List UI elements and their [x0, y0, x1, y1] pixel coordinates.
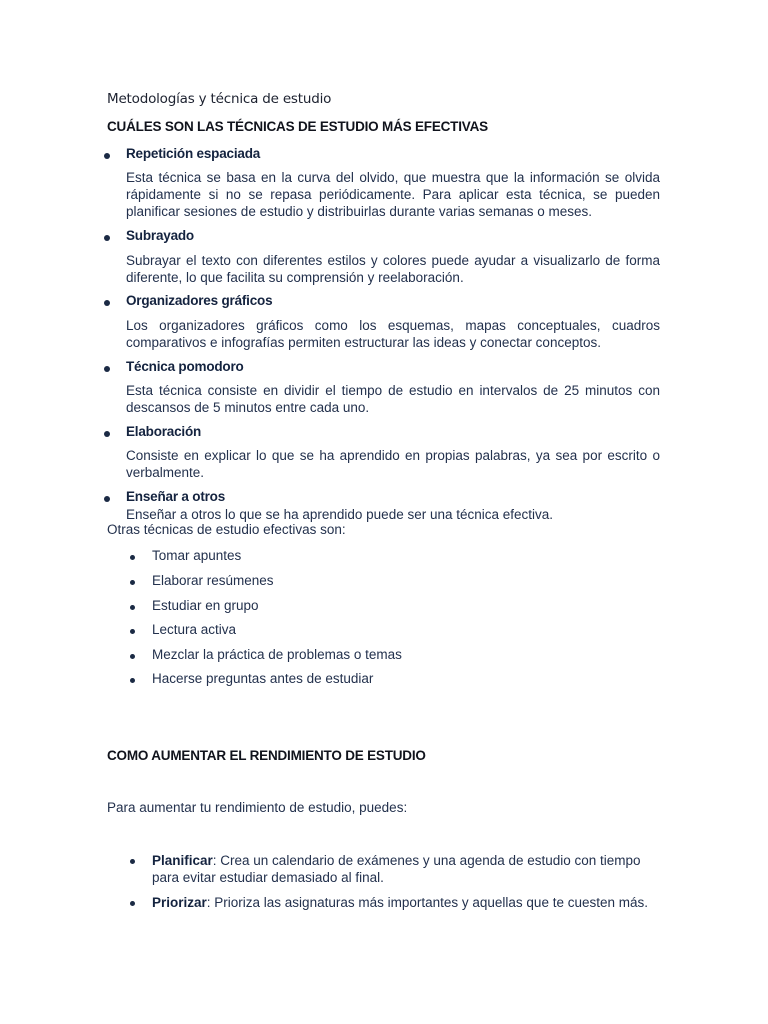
list-item: Elaborar resúmenes — [152, 573, 274, 588]
technique-title: Enseñar a otros — [126, 489, 226, 504]
performance-intro: Para aumentar tu rendimiento de estudio, puedes: — [107, 800, 408, 815]
bullet-icon — [130, 605, 135, 610]
list-item: Mezclar la práctica de problemas o temas — [152, 647, 402, 662]
list-item: Tomar apuntes — [152, 548, 242, 563]
technique-title: Organizadores gráficos — [126, 293, 273, 308]
bullet-icon — [130, 629, 135, 634]
bullet-icon — [104, 153, 110, 159]
bullet-icon — [104, 496, 110, 502]
bullet-icon — [104, 366, 110, 372]
list-item: Estudiar en grupo — [152, 598, 259, 613]
technique-description: Esta técnica se basa en la curva del olvido, que muestra que la información se olvida rápidamente si no se repasa periódicamente. Para aplicar esta técnica, se pueden planificar sesiones de estudio y distribuirlas durante varias semanas o meses. — [126, 170, 660, 219]
bullet-icon — [104, 431, 110, 437]
bullet-icon — [104, 300, 110, 306]
list-item: Lectura activa — [152, 622, 237, 637]
bullet-icon — [104, 235, 110, 241]
tip-item — [152, 894, 662, 911]
section-heading-performance: COMO AUMENTAR EL RENDIMIENTO DE ESTUDIO — [107, 748, 426, 763]
technique-title: Elaboración — [126, 424, 202, 439]
technique-description: Consiste en explicar lo que se ha aprendido en propias palabras, ya sea por escrito o verbalmente. — [126, 448, 660, 480]
tip-item — [152, 852, 662, 886]
technique-description: Esta técnica consiste en dividir el tiempo de estudio en intervalos de 25 minutos con descansos de 5 minutos entre cada uno. — [126, 383, 660, 415]
other-techniques-intro: Otras técnicas de estudio efectivas son: — [107, 522, 346, 537]
tip-text: : Prioriza las asignaturas más importantes y aquellas que te cuesten más. — [206, 895, 648, 910]
technique-title: Repetición espaciada — [126, 146, 261, 161]
technique-description: Enseñar a otros lo que se ha aprendido puede ser una técnica efectiva. — [126, 507, 554, 522]
bullet-icon — [130, 580, 135, 585]
bullet-icon — [130, 859, 135, 864]
document-title: Metodologías y técnica de estudio — [107, 91, 332, 107]
bullet-icon — [130, 555, 135, 560]
section-heading-techniques: CUÁLES SON LAS TÉCNICAS DE ESTUDIO MÁS EFECTIVAS — [107, 119, 488, 134]
tip-text: : Crea un calendario de exámenes y una agenda de estudio con tiempo para evitar estudiar demasiado al final. — [152, 853, 641, 885]
bullet-icon — [130, 901, 135, 906]
technique-description: Subrayar el texto con diferentes estilos y colores puede ayudar a visualizarlo de forma diferente, lo que facilita su comprensión y reelaboración. — [126, 253, 660, 285]
technique-title: Subrayado — [126, 228, 194, 243]
bullet-icon — [130, 654, 135, 659]
list-item: Hacerse preguntas antes de estudiar — [152, 671, 374, 686]
bullet-icon — [130, 678, 135, 683]
tip-label: Planificar — [152, 853, 213, 868]
technique-title: Técnica pomodoro — [126, 359, 244, 374]
technique-description: Los organizadores gráficos como los esquemas, mapas conceptuales, cuadros comparativos e infografías permiten estructurar las ideas y conectar conceptos. — [126, 318, 660, 350]
tip-label: Priorizar — [152, 895, 207, 910]
